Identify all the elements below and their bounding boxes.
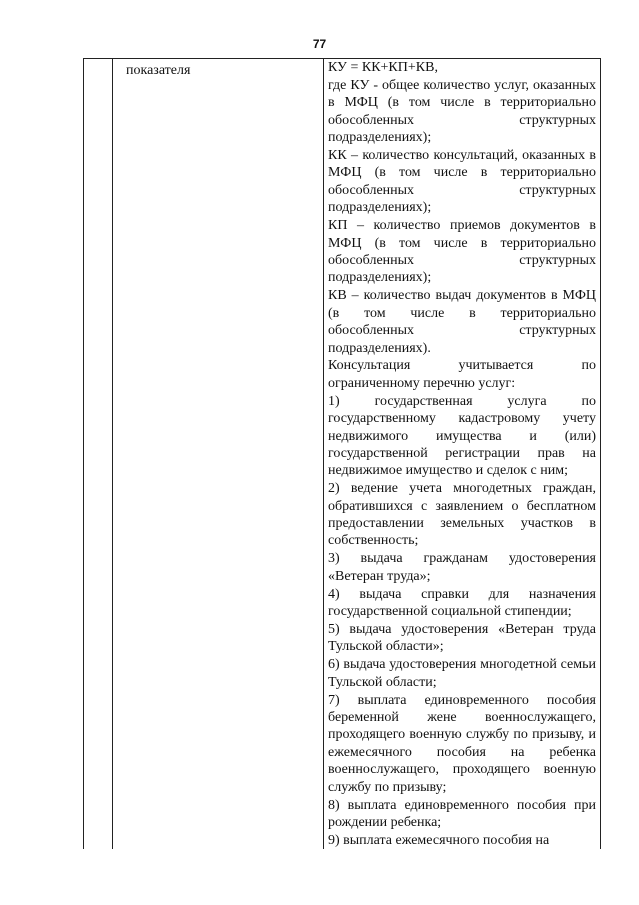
- list-item: 4) выдача справки для назначения государственной социальной стипендии;: [328, 586, 596, 620]
- list-item: 2) ведение учета многодетных граждан, обратившихся с заявлением о бесплатном предоставлении земельных участков в собственность;: [328, 481, 596, 549]
- list-item: 1) государственная услуга по государственному кадастровому учету недвижимого имущества и (или) государственной регистрации прав на недвижимое имущество и сделок с ним;: [328, 393, 596, 479]
- definition-paragraph: КП – количество приемов документов в МФЦ (в том числе в территориально обособленных структурных подразделениях);: [328, 218, 596, 286]
- list-item: 7) выплата единовременного пособия беременной жене военнослужащего, проходящего военную службу по призыву, и ежемесячного пособия на ребенка военнослужащего, проходящего военную службу по призыву;: [328, 692, 596, 795]
- list-item: 3) выдача гражданам удостоверения «Ветеран труда»;: [328, 551, 596, 584]
- document-table: [83, 58, 601, 849]
- definition-paragraph: КК – количество консультаций, оказанных в МФЦ (в том числе в территориально обособленных структурных подразделениях);: [328, 148, 596, 216]
- definition-paragraph: где КУ - общее количество услуг, оказанных в МФЦ (в том числе в территориально обособленных структурных подразделениях);: [328, 77, 596, 146]
- list-item: 5) выдача удостоверения «Ветеран труда Тульской области»;: [328, 622, 596, 655]
- definition-paragraph: КВ – количество выдач документов в МФЦ (в том числе в территориально обособленных структурных подразделениях).: [328, 288, 596, 356]
- list-item: 8) выплата единовременного пособия при рождении ребенка;: [328, 797, 596, 830]
- row-label: показателя: [126, 63, 191, 78]
- column-divider: [112, 59, 113, 849]
- formula-description: [328, 59, 596, 850]
- column-divider: [323, 59, 324, 849]
- note-paragraph: Консультация учитывается по ограниченному перечню услуг:: [328, 358, 596, 391]
- list-item: 9) выплата ежемесячного пособия на: [328, 832, 550, 848]
- formula-line: КУ = КК+КП+КВ,: [328, 60, 438, 75]
- list-item: 6) выдача удостоверения многодетной семьи Тульской области;: [328, 657, 596, 690]
- page-number: 77: [312, 37, 327, 51]
